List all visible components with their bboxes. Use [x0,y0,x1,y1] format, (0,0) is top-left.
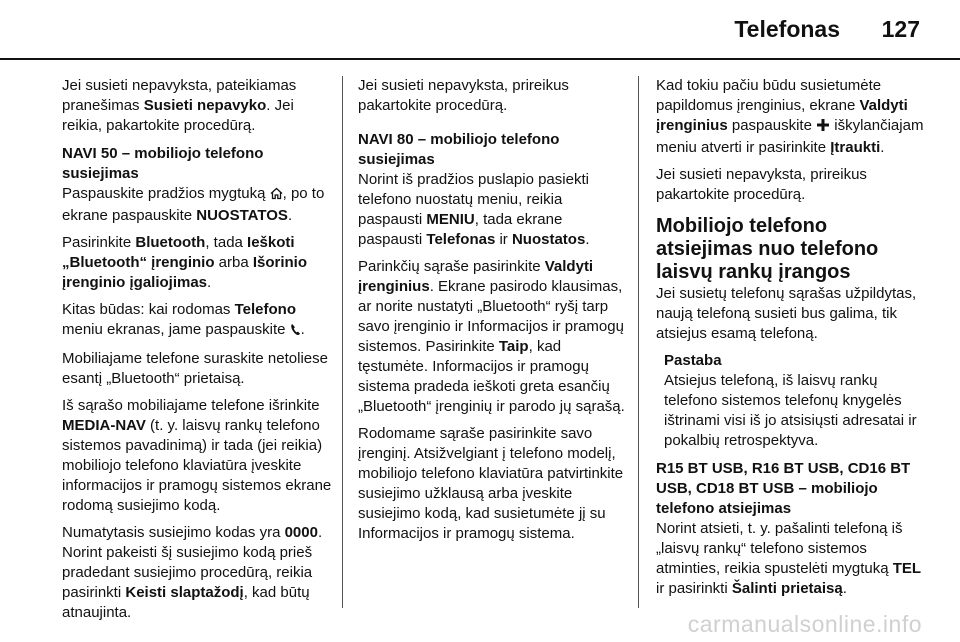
watermark: carmanualsonline.info [687,611,922,637]
paragraph: Paspauskite pradžios mygtuką , po to ekrane paspauskite NUOSTATOS. [62,185,325,224]
column-divider [342,76,343,608]
column-3 [656,76,926,606]
home-icon [270,186,283,206]
page-number: 127 [881,16,920,42]
paragraph: Mobiliajame telefone suraskite netoliese esantį „Bluetooth“ prietaisą. [62,350,328,387]
header-rule [0,58,960,60]
paragraph: Jei susieti nepavyksta, prireikus pakartokite procedūrą. [656,166,867,203]
paragraph: Jei susietų telefonų sąrašas užpildytas, naują telefoną susieti bus galima, tik atsiejus esamą telefoną. [656,285,917,342]
paragraph: Kitas būdas: kai rodomas Telefono meniu ekranas, jame paspauskite . [62,300,334,342]
paragraph: Jei susieti nepavyksta, pateikiamas pranešimas Susieti nepavyko. Jei reikia, pakartokite procedūrą. [62,77,297,134]
paragraph: Iš sąrašo mobiliajame telefone išrinkite MEDIA-NAV (t. y. laisvų rankų telefono sistemos pavadinimą) ir tada (jei reikia) mobiliojo telefono klaviatūra įveskite informacijos ir pramogų sistemos ekrane rodomą susiejimo kodą. [62,397,332,514]
paragraph: Rodomame sąraše pasirinkite savo įrenginį. Atsižvelgiant į telefono modelį, mobiliojo telefono klaviatūra patvirtinkite susiejimo užklausą arba įveskite susiejimo kodą, kad susietumėte jį su Informacijos ir pramogų sistema. [358,425,624,542]
plus-icon [816,118,830,138]
paragraph: Pasirinkite Bluetooth, tada Ieškoti „Bluetooth“ įrenginio arba Išorinio įrenginio įgaliojimas. [62,234,308,291]
note-box [664,351,926,451]
note-title: Pastaba [664,352,722,369]
subsection-heading: R15 BT USB, R16 BT USB, CD16 BT USB, CD18 BT USB – mobiliojo telefono atsiejimas [656,460,911,517]
paragraph: Jei susieti nepavyksta, prireikus pakartokite procedūrą. [358,77,569,114]
column-divider [638,76,639,608]
column-2 [358,76,628,551]
paragraph: Norint iš pradžios puslapio pasiekti telefono nuostatų meniu, reikia paspausti MENIU, tada ekrane paspausti Telefonas ir Nuostatos. [358,171,590,248]
section-title: Mobiliojo telefono atsiejimas nuo telefono laisvų rankų įrangos [656,215,879,283]
column-1 [62,76,334,630]
phone-handset-icon [290,322,301,342]
paragraph: Numatytasis susiejimo kodas yra 0000. Norint pakeisti šį susiejimo kodą prieš pradedant susiejimo procedūrą, reikia pasirinkti Keisti slaptažodį, kad būtų atnaujinta. [62,524,323,621]
note-text: Atsiejus telefoną, iš laisvų rankų telefono sistemos telefonų knygelės ištrinami visi iš jo atsisiųsti adresatai ir pokalbių retrospektyva. [664,372,917,449]
paragraph: Norint atsieti, t. y. pašalinti telefoną iš „laisvų rankų“ telefono sistemos atminties, reikia spustelėti mygtuką TEL ir pasirinkti Šalinti prietaisą. [656,520,922,597]
paragraph: Parinkčių sąraše pasirinkite Valdyti įrenginius. Ekrane pasirodo klausimas, ar norite nustatyti „Bluetooth“ ryšį tarp savo įrenginio ir Informacijos ir pramogų sistemos. Pasirinkite Taip, kad tęstumėte. Informacijos ir pramogų sistema pradeda ieškoti greta esančių „Bluetooth“ įrenginių ir parodo jų sąrašą. [358,258,625,415]
subsection-heading: NAVI 80 – mobiliojo telefono susiejimas [358,131,560,168]
page-header-title: Telefonas [734,16,840,42]
subsection-heading: NAVI 50 – mobiliojo telefono susiejimas [62,145,264,182]
paragraph: Kad tokiu pačiu būdu susietumėte papildomus įrenginius, ekrane Valdyti įrenginius paspauskite iškylančiajam meniu atverti ir pasirinkite Įtraukti. [656,77,924,156]
